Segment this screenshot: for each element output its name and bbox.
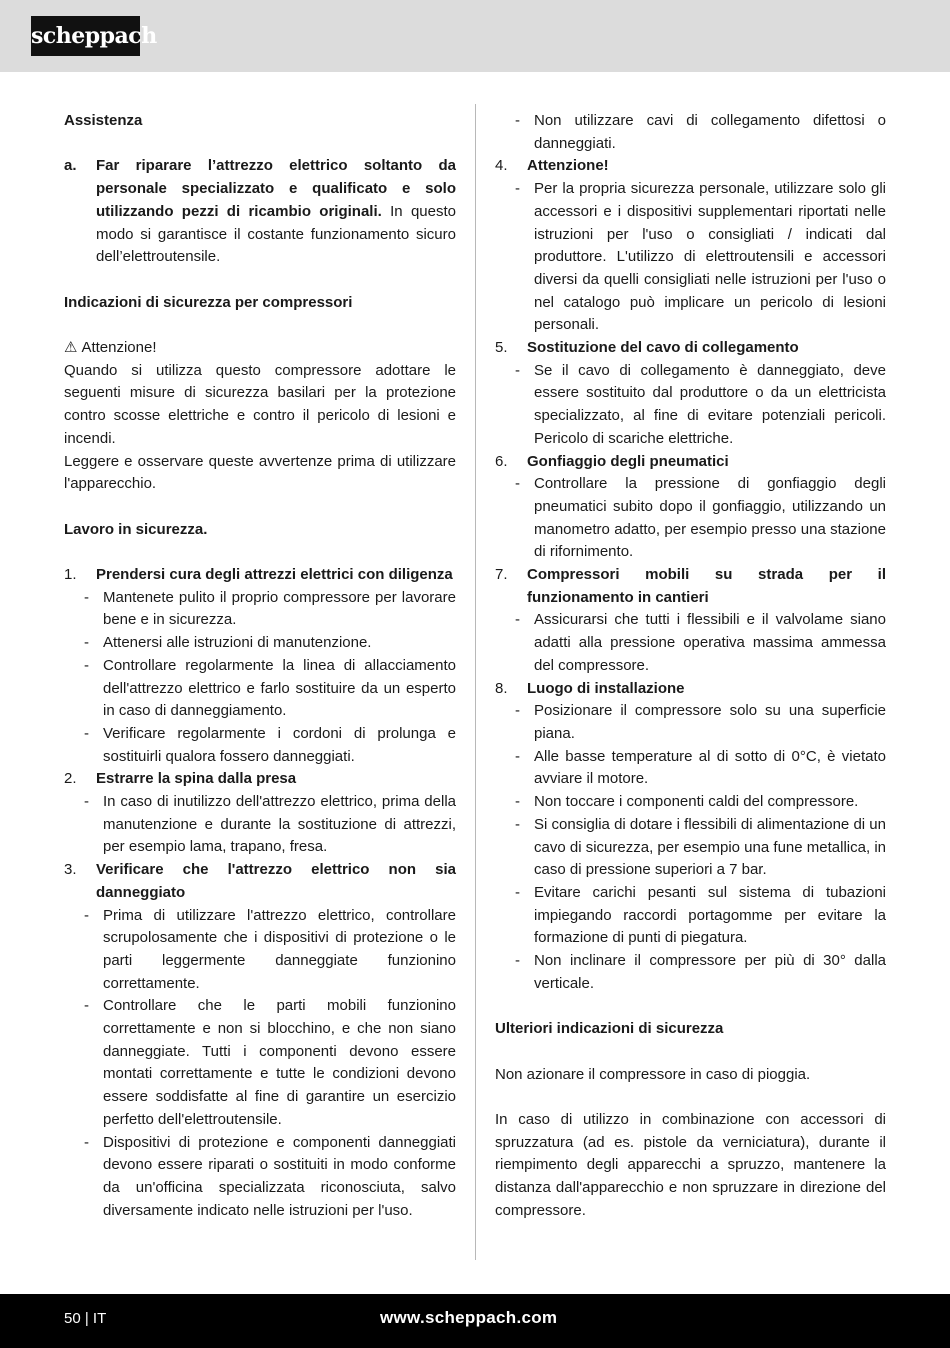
list-item-3: 3. Verificare che l'attrezzo elettrico non sia danneggiato [64,861,456,901]
warning-heading: ⚠ Attenzione! [64,337,456,360]
list-item-2: 2. Estrarre la spina dalla presa [64,770,297,788]
list-item-8: 8. Luogo di installazione [495,679,685,697]
bullet-item: - Controllare che le parti mobili funzionino correttamente e non si blocchino, e che non siano danneggiate. Tutti i componenti devono essere montati correttamente e tutte le condizioni devono essere soddisfatte al fine di garantire un esercizio perfetto dell'elettroutensile. [84,997,456,1128]
bullet-item: - Verificare regolarmente i cordoni di prolunga e sostituirli qualora fossero danneggiati. [84,724,456,765]
intro-paragraph-2: Leggere e osservare queste avvertenze prima di utilizzare l'apparecchio. [64,452,456,493]
paragraph-spruzzatura: In caso di utilizzo in combinazione con accessori di spruzzatura (ad es. pistole da verniciatura), durante il riempimento degli apparecchi a spruzzo, mantenere la distanza dall'apparecchio e non spruzzare in direzione del compressore. [495,1110,886,1219]
list-item-4: 4. Attenzione! [495,157,609,175]
bullet-item: - Prima di utilizzare l'attrezzo elettrico, controllare scrupolosamente che i dispositivi di protezione o le parti leggermente danneggiate funzionino correttamente. [84,906,456,992]
bullet-item: - Per la propria sicurezza personale, utilizzare solo gli accessori e i dispositivi supplementari riportati nelle istruzioni per l'uso o consigliati / indicati dal produttore. L'utilizzo di elettroutensili e accessori diversi da quelli consigliati nelle istruzioni per l'uso o nel catalogo può implicare un pericolo di lesioni personali. [515,180,886,334]
footer-bar [0,1294,950,1348]
bullet-item: - Non utilizzare cavi di collegamento difettosi o danneggiati. [515,112,886,152]
header-bar [0,0,950,72]
section-title-lavoro: Lavoro in sicurezza. [64,520,208,538]
bullet-item: - Assicurarsi che tutti i flessibili e il valvolame siano adatti alla pressione operativa massima ammessa del compressore. [515,611,886,674]
page-number: 50 | IT [64,1310,107,1327]
bullet-item: - Attenersi alle istruzioni di manutenzione. [84,634,372,652]
bullet-item: - Mantenete pulito il proprio compressore per lavorare bene e in sicurezza. [84,588,456,629]
paragraph-pioggia: Non azionare il compressore in caso di pioggia. [495,1065,811,1083]
bullet-item: - Evitare carichi pesanti sul sistema di tubazioni impiegando raccordi portagomme per evitare la formazione di punti di piegatura. [515,883,886,947]
list-item-7: 7. Compressori mobili su strada per il funzionamento in cantieri [495,566,886,606]
intro-paragraph-1: Quando si utilizza questo compressore adottare le seguenti misure di sicurezza basilari per la protezione contro scosse elettriche e contro il pericolo di lesioni e incendi. [64,361,456,447]
section-title-assistenza: Assistenza [64,112,143,129]
bullet-item: - Non inclinare il compressore per più di 30° dalla verticale. [515,952,886,992]
section-title-compressori: Indicazioni di sicurezza per compressori [64,293,353,311]
list-item-6: 6. Gonfiaggio degli pneumatici [495,452,729,470]
bullet-item: - Se il cavo di collegamento è danneggiato, deve essere sostituito dal produttore o da un elettricista specializzato, al fine di evitare potenziali pericoli. Pericolo di scariche elettriche. [515,361,886,447]
bullet-item: - Non toccare i componenti caldi del compressore. [515,793,859,811]
list-item-1: 1. Prendersi cura degli attrezzi elettrici con diligenza [64,565,453,583]
bullet-item: - Controllare regolarmente la linea di allacciamento dell'attrezzo elettrico e farlo sostituire da un esperto in caso di danneggiamento. [84,656,456,720]
assistenza-item-a: a. Far riparare l’attrezzo elettrico soltanto da personale specializzato e qualificato e solo utilizzando pezzi di ricambio originali. In questo modo si garantisce il costante funzionamento sicuro dell’elettroutensile. [64,157,457,266]
column-divider [475,104,476,1260]
bullet-item: - Si consiglia di dotare i flessibili di alimentazione di un cavo di sicurezza, per esempio una fune metallica, in caso di pressione superiori a 7 bar. [515,815,886,879]
bullet-item: - In caso di inutilizzo dell'attrezzo elettrico, prima della manutenzione e durante la sostituzione di attrezzi, per esempio lama, trapano, fresa. [84,793,456,856]
left-column [64,110,456,1222]
list-item-5: 5. Sostituzione del cavo di collegamento [495,339,799,357]
scheppach-logo: scheppach [31,16,140,56]
bullet-item: - Posizionare il compressore solo su una superficie piana. [515,702,886,742]
website-url: www.scheppach.com [380,1308,558,1327]
warning-triangle-icon: ⚠ [64,338,78,356]
bullet-item: - Dispositivi di protezione e componenti danneggiati devono essere riparati o sostituiti in modo conforme da un'officina specializzata riconosciuta, salvo diversamente indicato nelle istruzioni per l'uso. [84,1133,456,1219]
right-column [495,110,886,1222]
bullet-item: - Alle basse temperature al di sotto di 0°C, è vietato avviare il motore. [515,747,886,788]
section-title-ulteriori: Ulteriori indicazioni di sicurezza [495,1020,724,1038]
bullet-item: - Controllare la pressione di gonfiaggio degli pneumatici subito dopo il gonfiaggio, utilizzando un manometro adatto, per esempio presso una stazione di rifornimento. [515,475,886,561]
